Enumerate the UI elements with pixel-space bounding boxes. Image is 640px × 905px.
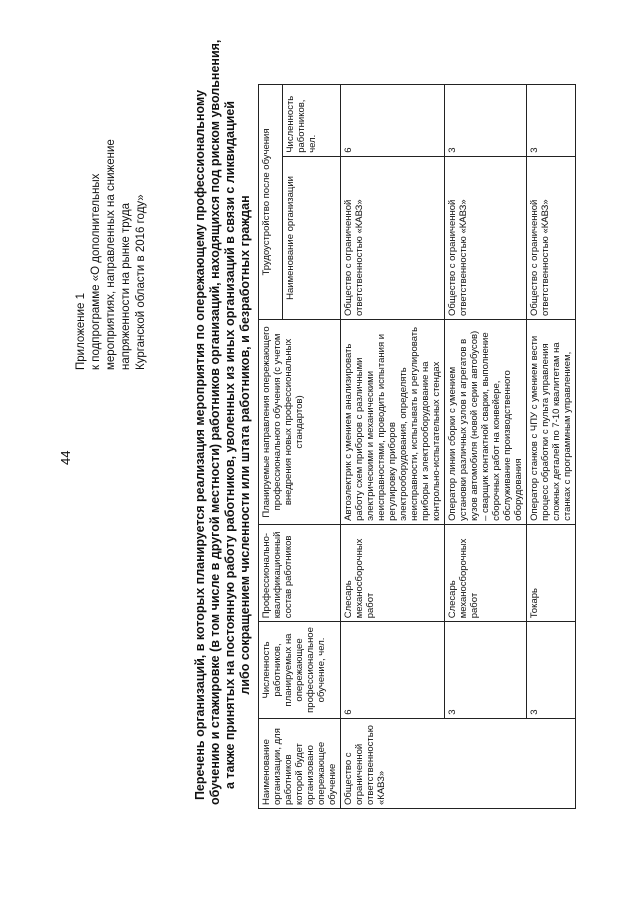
title-line: а также принятых на постоянную работу работников, уволенных из иных организаций в связи с ликвидацией [223,101,237,789]
cell-employment-count: 3 [527,85,576,157]
cell-direction: Автоэлектрик с умением анализировать работу схем приборов с различными электрическими и механическими неисправностями, проводить испытания и регулировку приборов электрооборудования, определять неисправности, испытывать и регулировать приборы и электрооборудование на контрольно-испытательных стендах [341,320,445,525]
cell-count: 6 [341,622,445,718]
cell-count: 3 [445,622,527,718]
title-line: Перечень организаций, в которых планируется реализация мероприятия по опережающему профессиональному [193,89,207,801]
cell-employment-count: 6 [341,85,445,157]
appendix-line: к подпрограмме «О дополнительных [90,173,102,370]
cell-employment-org: Общество с ограниченной ответственностью «КАВЗ» [445,156,527,319]
cell-direction: Оператор станков с ЧПУ с умением вести процесс обработки с пульта управления сложных деталей по 7-10 квалитетам на станках с программным управлением, [527,320,576,525]
table-header-row [259,85,283,809]
table-row [445,85,527,809]
cell-employment-count: 3 [445,85,527,157]
table-row [527,85,576,809]
header-directions: Планируемые направления опережающего профессионального обучения (с учетом внедрения новых профессиональных стандартов) [259,320,341,525]
appendix-line: напряженности на рынке труда [120,202,132,370]
cell-staff: Слесарь механосборочных работ [341,524,445,621]
table-row [341,85,445,809]
page-number: 44 [58,450,73,465]
title-line: либо сокращением численности или штата работников, и безработных граждан [238,195,252,695]
header-staff: Профессионально-квалификационный состав работников [259,524,341,621]
header-employment: Трудоустройство после обучения [259,85,283,320]
header-org: Наименование организации, для работников которой будет организовано опережающее обучение [259,718,341,808]
document-title [193,39,253,805]
header-employment-count: Численность работников, чел. [283,85,341,157]
header-count: Численность работников, планируемых на опережающее профессиональное обучение, чел. [259,622,341,718]
cell-direction: Оператор линии сборки с умением установки различных узлов и агрегатов в кузов автомобиля (новой серии автобусов) – сварщик контактной сварки, выполнение сборочных работ на конвейере, обслуживание производственного оборудования [445,320,527,525]
organizations-table [258,84,576,809]
appendix-line: Курганской области в 2016 году» [135,194,147,370]
cell-staff: Токарь [527,524,576,621]
cell-employment-org: Общество с ограниченной ответственностью «КАВЗ» [527,156,576,319]
appendix-line: мероприятиях, направленных на снижение [105,139,117,370]
cell-employment-org: Общество с ограниченной ответственностью «КАВЗ» [341,156,445,319]
cell-staff: Слесарь механосборочных работ [445,524,527,621]
appendix-line: Приложение 1 [75,292,87,370]
title-line: обучению и стажировке (в том числе в другой местности) работников организаций, находящихся под риском увольнения, [208,39,222,805]
cell-count: 3 [527,622,576,718]
header-employment-org: Наименование организации [283,156,341,319]
appendix-note [74,40,149,370]
cell-org: Общество с ограниченной ответственностью «КАВЗ» [341,718,576,808]
